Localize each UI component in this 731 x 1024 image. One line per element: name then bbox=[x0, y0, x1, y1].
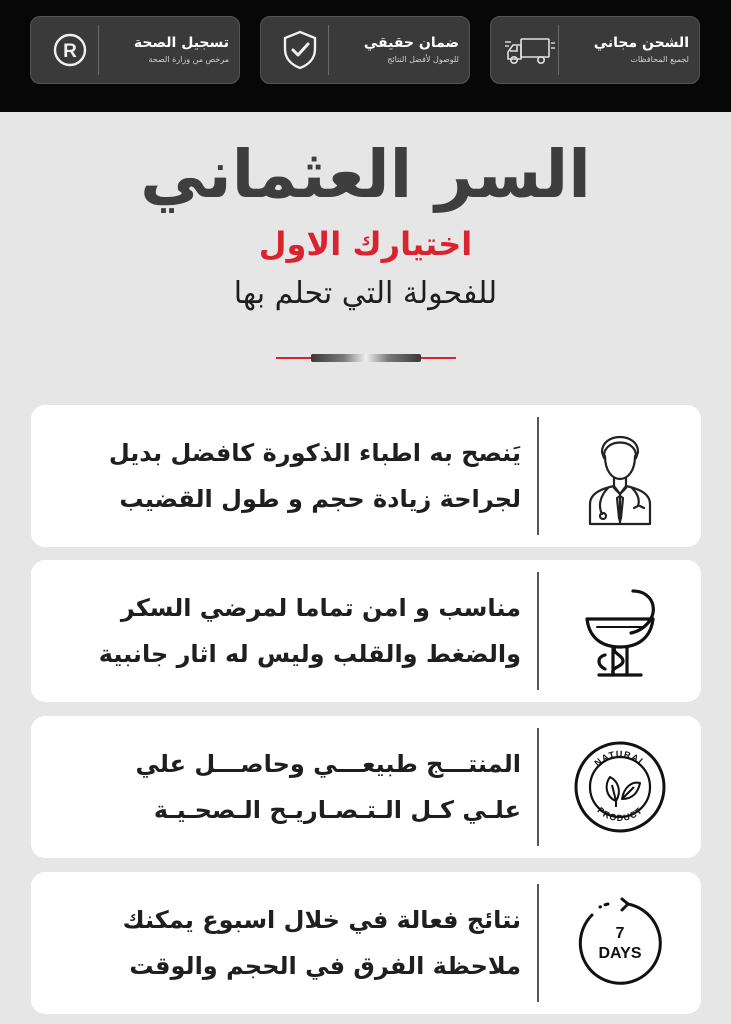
feature-text bbox=[41, 560, 521, 702]
feature-text bbox=[41, 872, 521, 1014]
subtitle-highlight: اختيارك الاول bbox=[258, 225, 473, 263]
feature-card bbox=[31, 405, 701, 547]
badge-subtitle: لجميع المحافظات bbox=[630, 55, 689, 64]
top-bar bbox=[0, 0, 731, 112]
days-label: DAYS bbox=[598, 945, 642, 962]
doctor-icon bbox=[539, 405, 701, 547]
svg-text:NATURAL bbox=[592, 749, 647, 768]
badge-title: الشحن مجاني bbox=[593, 35, 689, 51]
subtitle-tagline: للفحولة التي تحلم بها bbox=[233, 276, 498, 311]
natural-product-icon bbox=[539, 716, 701, 858]
registered-icon bbox=[41, 25, 99, 75]
feature-line: المنتـــج طبيعـــي وحاصـــل علي bbox=[135, 750, 521, 778]
feature-line: يَنصح به اطباء الذكورة كافضل بديل bbox=[108, 439, 521, 467]
seven-days-icon bbox=[539, 872, 701, 1014]
feature-card bbox=[31, 560, 701, 702]
feature-line: علـي كـل الـتـصـاريـح الـصحـيـة bbox=[153, 796, 521, 824]
feature-line: ملاحظة الفرق في الحجم والوقت bbox=[129, 952, 521, 980]
shield-check-icon bbox=[271, 25, 329, 75]
badge-health-registration bbox=[30, 16, 240, 84]
feature-text bbox=[41, 405, 521, 547]
svg-text:PRODUCT bbox=[595, 805, 644, 823]
seal-bottom-text: PRODUCT bbox=[595, 805, 645, 824]
decorative-divider bbox=[276, 352, 456, 364]
badge-subtitle: للوصول لأفضل النتائج bbox=[387, 55, 459, 64]
delivery-truck-icon bbox=[501, 25, 559, 75]
svg-text:R: R bbox=[62, 41, 77, 62]
badge-free-shipping bbox=[490, 16, 700, 84]
page-title: السر العثماني bbox=[140, 136, 591, 213]
feature-card bbox=[31, 872, 701, 1014]
badge-subtitle: مرخص من وزارة الصحة bbox=[148, 55, 229, 64]
feature-line: نتائج فعالة في خلال اسبوع يمكنك bbox=[122, 906, 521, 934]
days-number: 7 bbox=[615, 925, 625, 942]
feature-card bbox=[31, 716, 701, 858]
badge-guarantee bbox=[260, 16, 470, 84]
feature-text bbox=[41, 716, 521, 858]
feature-line: لجراحة زيادة حجم و طول القضيب bbox=[119, 485, 521, 513]
feature-line: مناسب و امن تماما لمرضي السكر bbox=[120, 594, 521, 622]
seal-top-text: NATURAL bbox=[592, 748, 648, 769]
pharmacy-bowl-icon bbox=[539, 560, 701, 702]
badge-title: ضمان حقيقي bbox=[363, 35, 459, 51]
badge-title: تسجيل الصحة bbox=[133, 35, 229, 51]
feature-line: والضغط والقلب وليس له اثار جانبية bbox=[98, 640, 521, 668]
